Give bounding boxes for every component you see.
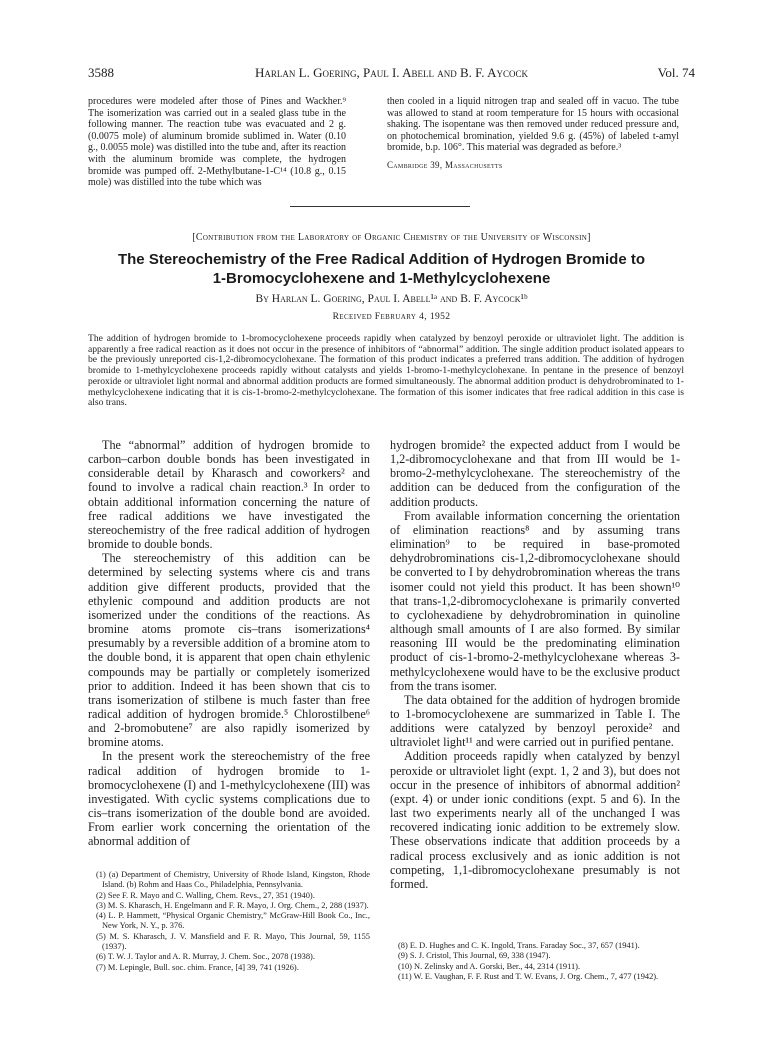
footnote: (10) N. Zelinsky and A. Gorski, Ber., 44, 2314 (1911). xyxy=(398,961,581,971)
paragraph: hydrogen bromide² the expected adduct from I would be 1,2-dibromocyclohexane and that from III would be 1-bromo-2-methylcyclohexane. The stereochemistry of the addition can be deduced from the configuration of the addition products. xyxy=(390,438,680,509)
previous-article-right xyxy=(387,96,679,172)
section-divider xyxy=(290,206,470,207)
article-title-line-2: 1-Bromocyclohexene and 1-Methylcyclohexene xyxy=(212,270,551,287)
paragraph: The “abnormal” addition of hydrogen bromide to carbon–carbon double bonds has been investigated in considerable detail by Kharasch and coworkers² and found to involve a radical chain reaction.³ In order to obtain additional information concerning the nature of free radical additions we have investigated the stereochemistry of the free radical addition of hydrogen bromide to double bonds. xyxy=(88,438,370,552)
footnote: (9) S. J. Cristol, This Journal, 69, 338 (1947). xyxy=(398,951,551,961)
footnote: (4) L. P. Hammett, “Physical Organic Chemistry,” McGraw-Hill Book Co., Inc., New York, N. Y., p. 376. xyxy=(96,911,370,931)
body-column-right xyxy=(390,438,680,891)
paragraph: The stereochemistry of this addition can be determined by selecting systems where cis and trans addition give different products, provided that the ethylenic compound and addition products are not isomerized under the conditions of the reactions. As bromine atoms promote cis–trans isomerizations⁴ presumably by a reversible addition of a bromine atom to the double bond, it is apparent that open chain ethylenic compounds may be partially or completely isomerized prior to addition. Indeed it has been shown that cis to trans isomerization of stilbene is much faster than free radical addition of hydrogen bromide.⁵ Chlorostilbene⁶ and 2-bromobutene⁷ are also rapidly isomerized by bromine atoms. xyxy=(88,551,370,750)
paragraph: In the present work the stereochemistry of the free radical addition of hydrogen bromide to 1-bromocyclohexene (I) and 1-methylcyclohexene (III) was investigated. With cyclic systems complications due to cis–trans isomerization of the double bond are avoided. From earlier work concerning the orientation of the abnormal addition of xyxy=(88,749,370,849)
footnote: (11) W. E. Vaughan, F. F. Rust and T. W. Evans, J. Org. Chem., 7, 477 (1942). xyxy=(398,971,659,981)
contribution-line: [Contribution from the Laboratory of Organic Chemistry of the University of Wisconsin] xyxy=(192,232,591,243)
footnote: (5) M. S. Kharasch, J. V. Mansfield and F. R. Mayo, This Journal, 59, 1155 (1937). xyxy=(96,931,370,952)
footnote: (8) E. D. Hughes and C. K. Ingold, Trans. Faraday Soc., 37, 657 (1941). xyxy=(398,941,640,950)
paragraph: Addition proceeds rapidly when catalyzed by benzyl peroxide or ultraviolet light (expt. 1, 2 and 3), but does not occur in the presence of inhibitors of abnormal addition² (expt. 4) or under ionic conditions (expt. 5 and 6). In the last two experiments nearly all of the unchanged I was recovered indicating ionic addition to be extremely slow. These observations indicate that addition proceeds by a radical process exclusively and as ionic addition is not competing, 1,1-dibromocyclohexane presumably is not formed. xyxy=(390,749,680,891)
received-date: Received February 4, 1952 xyxy=(332,312,451,322)
author-location: Cambridge 39, Massachusetts xyxy=(387,159,503,170)
article-title-line-1: The Stereochemistry of the Free Radical Addition of Hydrogen Bromide to xyxy=(117,251,645,268)
footnote: (7) M. Lepingle, Bull. soc. chim. France, [4] 39, 741 (1926). xyxy=(96,962,299,972)
running-head-authors: Harlan L. Goering, Paul I. Abell and B. F. Aycock xyxy=(255,65,528,80)
abstract: The addition of hydrogen bromide to 1-bromocyclohexene proceeds rapidly when catalyzed by benzoyl peroxide or ultraviolet light. The addition is apparently a free radical reaction as it does not occur in the presence of inhibitors of “abnormal” addition. The single addition product isolated appears to be the previously unreported cis-1,2-dibromocyclohexane. The formation of this product indicates a preferred trans addition. The addition of hydrogen bromide to 1-methylcyclohexene proceeds rapidly without catalysts and yields 1-bromo-1-methylcyclohexane. In pentane in the presence of benzoyl peroxide or ultraviolet light normal and abnormal addition products are formed simultaneously. The abnormal addition product is dehydrobrominated to 1-methylcyclohexene indicating that it is cis-1-bromo-2-methylcyclohexane. The formation of this isomer indicates that free radical addition in this case is also trans. xyxy=(88,333,684,409)
footnotes-right xyxy=(390,941,680,982)
footnote: (6) T. W. J. Taylor and A. R. Murray, J. Chem. Soc., 2078 (1938). xyxy=(96,952,315,962)
page-number: 3588 xyxy=(88,65,114,80)
previous-article-text-left: procedures were modeled after those of Pines and Wackher.⁹ The isomerization was carried out in a sealed glass tube in the following manner. The reaction tube was evacuated and 2 g. (0.0075 mole) of aluminum bromide sublimed in. Water (0.10 g., 0.0055 mole) was distilled into the tube and, after its reaction with the aluminum bromide was complete, the hydrogen bromide was pumped off. 2-Methylbutane-1-C¹⁴ (10.8 g., 0.15 mole) was distilled into the tube which was xyxy=(88,96,346,189)
running-head xyxy=(88,65,695,81)
footnote: (2) See F. R. Mayo and C. Walling, Chem. Revs., 27, 351 (1940). xyxy=(96,890,315,900)
volume-label: Vol. 74 xyxy=(657,65,695,80)
body-column-left xyxy=(88,438,370,849)
previous-article-text-right: then cooled in a liquid nitrogen trap and sealed off in vacuo. The tube was allowed to stand at room temperature for 15 hours with occasional shaking. The isopentane was then removed under reduced pressure and, on photochemical bromination, yielded 9.6 g. (45%) of labeled t-amyl bromide, b.p. 106°. This material was degraded as before.³ xyxy=(387,96,679,154)
article-title xyxy=(100,250,663,288)
paragraph: The data obtained for the addition of hydrogen bromide to 1-bromocyclohexene are summarized in Table I. The additions were catalyzed by benzoyl peroxide² and ultraviolet light¹¹ and were carried out in purified pentane. xyxy=(390,692,680,750)
footnote: (1) (a) Department of Chemistry, University of Rhode Island, Kingston, Rhode Island. (b) Rohm and Haas Co., Philadelphia, Pennsylvania. xyxy=(96,870,370,890)
footnote: (3) M. S. Kharasch, H. Engelmann and F. R. Mayo, J. Org. Chem., 2, 288 (1937). xyxy=(96,900,369,910)
footnotes-left xyxy=(88,870,370,973)
paragraph: From available information concerning the orientation of elimination reactions⁸ and by assuming trans elimination⁹ to be required in base-promoted dehydrobrominations cis-1,2-dibromocyclohexane should be converted to I by dehydrobromination whereas the trans isomer could not yield this product. It has been shown¹⁰ that trans-1,2-dibromocyclohexane is primarily converted to cyclohexadiene by dehydrobromination in quinoline although small amounts of I are also formed. By similar reasoning III would be the predominating elimination product of cis-1-bromo-2-methylcyclohexane whereas 3-methylcyclohexene would have to be the exclusive product from the trans isomer. xyxy=(390,508,680,693)
byline: By Harlan L. Goering, Paul I. Abell¹ᵃ and B. F. Aycock¹ᵇ xyxy=(255,293,528,305)
